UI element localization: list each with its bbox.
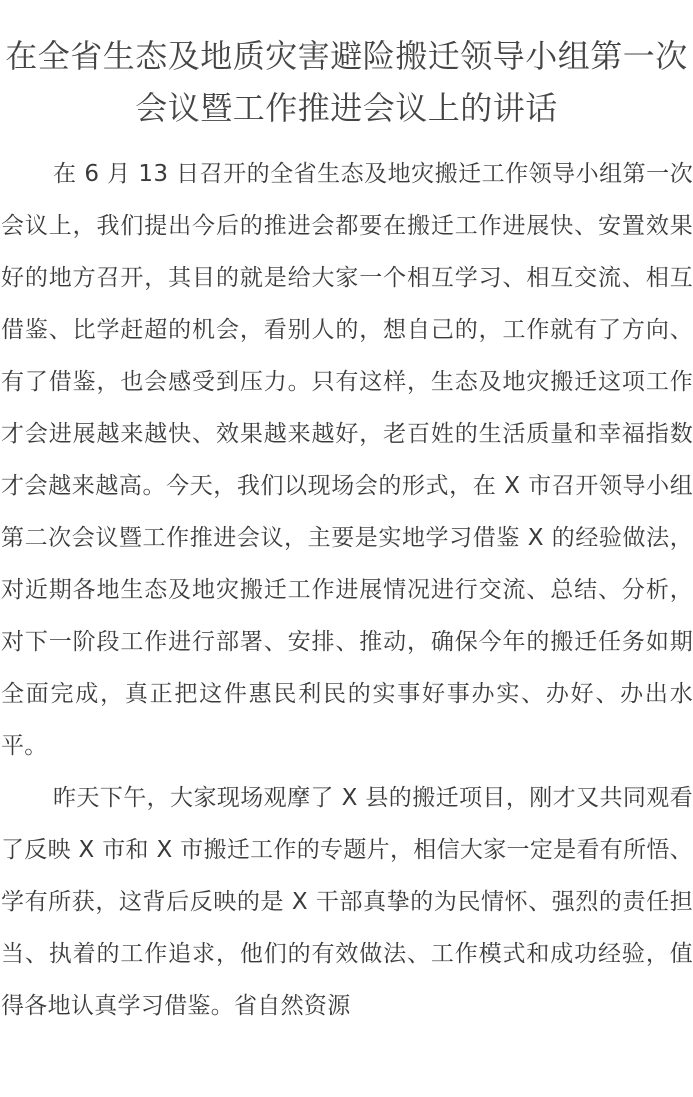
paragraph-2: 昨天下午，大家现场观摩了 X 县的搬迁项目，刚才又共同观看了反映 X 市和 X 市搬迁工作的专题片，相信大家一定是看有所悟、学有所获，这背后反映的是 X 干部真挚的为民情怀、强烈的责任担当、执着的工作追求，他们的有效做法、工作模式和成功经验，值得各地认真学习借鉴。省自然资源 <box>1 785 693 1019</box>
paragraph-1: 在 6 月 13 日召开的全省生态及地灾搬迁工作领导小组第一次会议上，我们提出今后的推进会都要在搬迁工作进展快、安置效果好的地方召开，其目的就是给大家一个相互学习、相互交流、相互借鉴、比学赶超的机会，看别人的，想自己的，工作就有了方向、有了借鉴，也会感受到压力。只有这样，生态及地灾搬迁这项工作才会进展越来越快、效果越来越好，老百姓的生活质量和幸福指数才会越来越高。今天，我们以现场会的形式，在 X 市召开领导小组第二次会议暨工作推进会议，主要是实地学习借鉴 X 的经验做法，对近期各地生态及地灾搬迁工作进展情况进行交流、总结、分析，对下一阶段工作进行部署、安排、推动，确保今年的搬迁任务如期全面完成，真正把这件惠民利民的实事好事办实、办好、办出水平。 <box>1 161 693 759</box>
document-title: 在全省生态及地质灾害避险搬迁领导小组第一次会议暨工作推进会议上的讲话 <box>5 37 688 127</box>
document-body <box>0 134 693 1032</box>
